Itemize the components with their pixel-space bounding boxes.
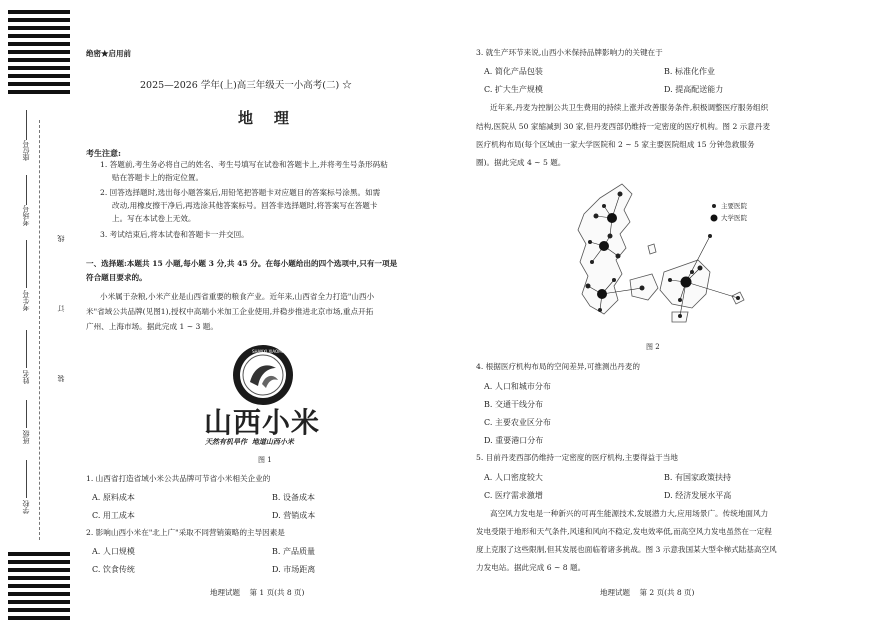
q1-option-c[interactable]: C. 用工成本 [92, 511, 135, 520]
shanxi-millet-logo [232, 344, 294, 406]
q2-option-a[interactable]: A. 人口规模 [92, 547, 135, 556]
passage-line: 高空风力发电是一种新兴的可再生能源技术,发展潜力大,应用场景广。传统地面风力 [490, 509, 769, 518]
q5-stem: 5. 目前丹麦西部仍维持一定密度的医疗机构,主要得益于当地 [476, 453, 678, 462]
footer-left: 地理试题 第 1 页(共 8 页) [210, 588, 305, 597]
q5-option-c[interactable]: C. 医疗需求激增 [484, 491, 543, 500]
name-label: 姓名 [22, 370, 30, 384]
bind-mark: 装 [57, 375, 65, 382]
q4-option-b[interactable]: B. 交通干线分布 [484, 400, 543, 409]
student-no-label: 考生号 [22, 290, 30, 311]
q5-option-a[interactable]: A. 人口密度较大 [484, 473, 543, 482]
seat-line[interactable] [26, 110, 27, 140]
notice-item: 2. 回答选择题时,选出每小题答案后,用铅笔把答题卡对应题目的答案标号涂黑。如需 [100, 188, 381, 197]
footer-right: 地理试题 第 2 页(共 8 页) [600, 588, 695, 597]
name-line[interactable] [26, 330, 27, 368]
svg-text:SHANXI XIAOMI: SHANXI XIAOMI [252, 349, 283, 354]
subject-title: 地 理 [238, 109, 289, 127]
notice-item: 改动,用橡皮擦干净后,再选涂其他答案标号。回答非选择题时,将答案写在答题卡 [112, 201, 378, 210]
school-label: 学校 [22, 500, 30, 514]
notice-item: 上。写在本试卷上无效。 [112, 214, 196, 223]
passage-line: 米"省域公共品牌(见图1),授权中高端小米加工企业使用,并稳步推进北京市场,重点开拓 [86, 307, 374, 316]
q5-option-b[interactable]: B. 有国家政策扶持 [664, 473, 731, 482]
logo-emblem-icon [232, 344, 294, 406]
school-line[interactable] [26, 460, 27, 498]
legend-major-icon [712, 204, 716, 208]
passage-line: 发电受限于地形和天气条件,风速和风向不稳定,发电效率低,而高空风力发电虽然在一定程 [476, 527, 772, 536]
q3-option-a[interactable]: A. 简化产品包装 [484, 67, 543, 76]
q4-option-d[interactable]: D. 重要港口分布 [484, 436, 544, 445]
q2-option-d[interactable]: D. 市场距离 [272, 565, 316, 574]
brand-slogan: 天然有机旱作 地道山西小米 [205, 437, 294, 446]
section-heading: 一、选择题:本题共 15 小题,每小题 3 分,共 45 分。在每小题给出的四个选项中,只有一项是 [86, 259, 398, 268]
class-line[interactable] [26, 400, 27, 428]
figure2-caption: 图 2 [646, 343, 660, 351]
q4-stem: 4. 根据医疗机构布局的空间差异,可推测出丹麦的 [476, 362, 640, 371]
legend-university-label: 大学医院 [721, 214, 747, 222]
q3-option-d[interactable]: D. 提高配送能力 [664, 85, 724, 94]
figure1-caption: 图 1 [258, 456, 272, 464]
section-heading-cont: 符合题目要求的。 [86, 273, 147, 282]
legend-major-label: 主要医院 [721, 202, 747, 210]
q4-option-a[interactable]: A. 人口和城市分布 [484, 382, 551, 391]
passage-line: 近年来,丹麦为控制公共卫生费用的持续上涨并改善服务条件,积极调整医疗服务组织 [490, 103, 769, 112]
passage-line: 力发电站。据此完成 6 ~ 8 题。 [476, 563, 586, 572]
notice-item: 贴在答题卡上的指定位置。 [112, 173, 204, 182]
exam-title: 2025—2026 学年(上)高三年级天一小高考(二) ☆ [140, 80, 352, 91]
q1-option-b[interactable]: B. 设备成本 [272, 493, 315, 502]
exam-room-line[interactable] [26, 175, 27, 205]
student-no-line[interactable] [26, 240, 27, 288]
cut-line-mark: 线 [57, 235, 65, 242]
passage-line: 小米属于杂粮,小米产业是山西省重要的粮食产业。近年来,山西省全力打造"山西小 [100, 292, 375, 301]
notice-title: 考生注意: [86, 148, 121, 158]
class-label: 班级 [22, 430, 30, 444]
passage-line: 广州、上海市场。据此完成 1 ~ 3 题。 [86, 322, 218, 331]
q3-option-c[interactable]: C. 扩大生产规模 [484, 85, 543, 94]
q1-option-d[interactable]: D. 营销成本 [272, 511, 316, 520]
exam-room-label: 考场号 [22, 205, 30, 226]
q1-stem: 1. 山西省打造省域小米公共品牌可节省小米相关企业的 [86, 474, 271, 483]
staple-mark: 订 [57, 305, 65, 312]
notice-item: 3. 考试结束后,将本试卷和答题卡一并交回。 [100, 230, 249, 239]
legend-university-icon [711, 215, 718, 222]
passage-line: 医疗机构布局(每个区域由一家大学医院和 2 ~ 5 家主要医院组成 15 分钟急救服务 [476, 140, 755, 149]
passage-line: 结构,医院从 50 家缩减到 30 家,但丹麦西部仍维持一定密度的医疗机构。图 2 示意丹麦 [476, 122, 771, 131]
q2-option-c[interactable]: C. 饮食传统 [92, 565, 135, 574]
q3-option-b[interactable]: B. 标准化作业 [664, 67, 715, 76]
q1-option-a[interactable]: A. 原料成本 [92, 493, 135, 502]
passage-line: 圈)。据此完成 4 ~ 5 题。 [476, 158, 566, 167]
passage-line: 度上克服了这些限制,但其发展也面临着诸多挑战。图 3 示意我国某大型伞梯式陆基高空风 [476, 545, 777, 554]
q4-option-c[interactable]: C. 主要农业区分布 [484, 418, 551, 427]
seat-label: 座位号 [22, 140, 30, 161]
secret-label: 绝密★启用前 [86, 49, 131, 58]
q2-stem: 2. 影响山西小米在"北上广"采取不同营销策略的主导因素是 [86, 528, 285, 537]
brand-wordmark: 山西小米 [204, 406, 321, 439]
q5-option-d[interactable]: D. 经济发展水平高 [664, 491, 732, 500]
q3-stem: 3. 就生产环节来说,山西小米保持品牌影响力的关键在于 [476, 48, 663, 57]
q2-option-b[interactable]: B. 产品质量 [272, 547, 315, 556]
notice-item: 1. 答题前,考生务必将自己的姓名、考生号填写在试卷和答题卡上,并将考生号条形码粘 [100, 160, 388, 169]
